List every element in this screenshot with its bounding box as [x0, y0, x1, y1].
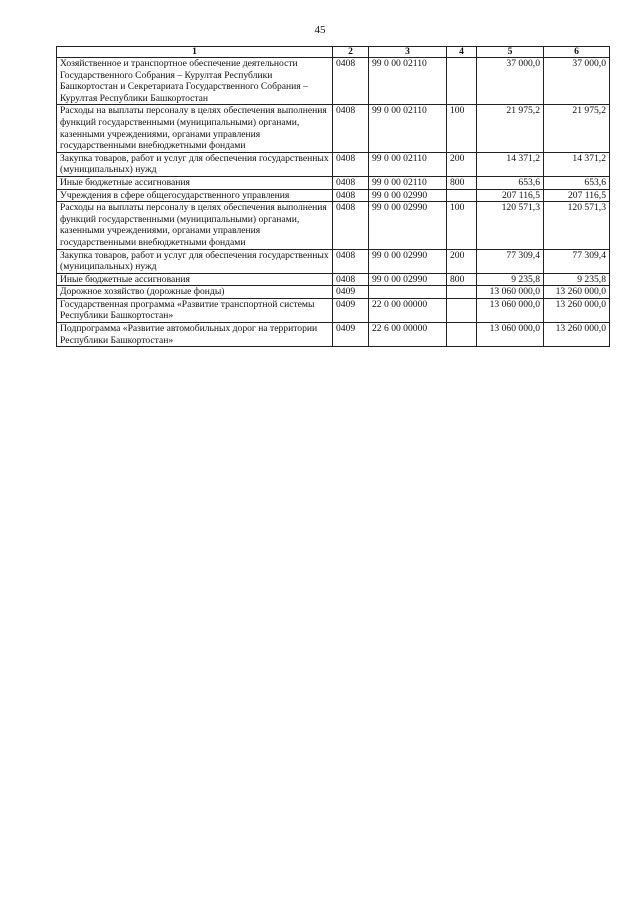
row-code-cell: 22 0 00 00000 [369, 298, 447, 322]
table-row [57, 189, 610, 202]
table-row [57, 58, 610, 105]
row-section-cell: 0408 [333, 273, 369, 286]
row-code-cell: 22 6 00 00000 [369, 323, 447, 347]
table-row [57, 273, 610, 286]
table-row [57, 176, 610, 189]
row-amount-col5-cell: 207 116,5 [477, 189, 544, 202]
row-amount-col5-cell: 13 060 000,0 [477, 323, 544, 347]
row-expense-type-cell [447, 58, 477, 105]
row-name-cell: Расходы на выплаты персоналу в целях обеспечения выполнения функций государственными (муниципальными) органами, казенными учреждениями, органами управления государственными внебюджетными фондами [57, 202, 333, 249]
row-code-cell: 99 0 00 02110 [369, 105, 447, 152]
row-expense-type-cell [447, 323, 477, 347]
row-amount-col5-cell: 9 235,8 [477, 273, 544, 286]
row-name-cell: Дорожное хозяйство (дорожные фонды) [57, 286, 333, 299]
row-section-cell: 0408 [333, 249, 369, 273]
row-expense-type-cell: 200 [447, 249, 477, 273]
row-code-cell: 99 0 00 02990 [369, 273, 447, 286]
page-number: 45 [314, 24, 326, 36]
row-section-cell: 0408 [333, 189, 369, 202]
row-section-cell: 0408 [333, 105, 369, 152]
row-name-cell: Иные бюджетные ассигнования [57, 273, 333, 286]
row-amount-col5-cell: 653,6 [477, 176, 544, 189]
row-code-cell: 99 0 00 02990 [369, 189, 447, 202]
row-expense-type-cell [447, 286, 477, 299]
table-row [57, 286, 610, 299]
row-amount-col6-cell: 37 000,0 [544, 58, 610, 105]
table-row [57, 323, 610, 347]
row-code-cell: 99 0 00 02990 [369, 202, 447, 249]
row-name-cell: Закупка товаров, работ и услуг для обеспечения государственных (муниципальных) нужд [57, 152, 333, 176]
row-expense-type-cell: 200 [447, 152, 477, 176]
row-amount-col6-cell: 77 309,4 [544, 249, 610, 273]
column-header-3: 3 [369, 47, 447, 58]
row-amount-col6-cell: 9 235,8 [544, 273, 610, 286]
row-section-cell: 0409 [333, 323, 369, 347]
row-section-cell: 0408 [333, 58, 369, 105]
row-expense-type-cell: 100 [447, 105, 477, 152]
table-row [57, 298, 610, 322]
row-section-cell: 0409 [333, 298, 369, 322]
row-amount-col5-cell: 37 000,0 [477, 58, 544, 105]
table-body [57, 58, 610, 347]
column-header-4: 4 [447, 47, 477, 58]
row-expense-type-cell [447, 298, 477, 322]
row-expense-type-cell [447, 189, 477, 202]
column-header-5: 5 [477, 47, 544, 58]
row-amount-col6-cell: 21 975,2 [544, 105, 610, 152]
row-name-cell: Хозяйственное и транспортное обеспечение деятельности Государственного Собрания – Курултая Республики Башкортостан и Секретариата Государственного Собрания – Курултая Республики Башкортостан [57, 58, 333, 105]
row-amount-col6-cell: 14 371,2 [544, 152, 610, 176]
column-header-1: 1 [57, 47, 333, 58]
row-name-cell: Иные бюджетные ассигнования [57, 176, 333, 189]
row-amount-col6-cell: 653,6 [544, 176, 610, 189]
row-amount-col5-cell: 14 371,2 [477, 152, 544, 176]
row-name-cell: Закупка товаров, работ и услуг для обеспечения государственных (муниципальных) нужд [57, 249, 333, 273]
row-amount-col6-cell: 120 571,3 [544, 202, 610, 249]
row-expense-type-cell: 800 [447, 176, 477, 189]
row-name-cell: Подпрограмма «Развитие автомобильных дорог на территории Республики Башкортостан» [57, 323, 333, 347]
row-expense-type-cell: 800 [447, 273, 477, 286]
row-section-cell: 0408 [333, 176, 369, 189]
table-header-row [57, 47, 610, 58]
row-code-cell: 99 0 00 02110 [369, 176, 447, 189]
row-amount-col6-cell: 13 260 000,0 [544, 286, 610, 299]
table-row [57, 202, 610, 249]
row-expense-type-cell: 100 [447, 202, 477, 249]
row-code-cell: 99 0 00 02990 [369, 249, 447, 273]
row-amount-col5-cell: 77 309,4 [477, 249, 544, 273]
table-row [57, 152, 610, 176]
column-header-6: 6 [544, 47, 610, 58]
row-amount-col5-cell: 21 975,2 [477, 105, 544, 152]
row-code-cell: 99 0 00 02110 [369, 58, 447, 105]
row-code-cell [369, 286, 447, 299]
row-amount-col5-cell: 13 060 000,0 [477, 298, 544, 322]
row-section-cell: 0408 [333, 152, 369, 176]
row-name-cell: Расходы на выплаты персоналу в целях обеспечения выполнения функций государственными (муниципальными) органами, казенными учреждениями, органами управления государственными внебюджетными фондами [57, 105, 333, 152]
row-name-cell: Учреждения в сфере общегосударственного управления [57, 189, 333, 202]
row-amount-col6-cell: 207 116,5 [544, 189, 610, 202]
row-name-cell: Государственная программа «Развитие транспортной системы Республики Башкортостан» [57, 298, 333, 322]
row-amount-col6-cell: 13 260 000,0 [544, 323, 610, 347]
row-amount-col6-cell: 13 260 000,0 [544, 298, 610, 322]
table-row [57, 105, 610, 152]
column-header-2: 2 [333, 47, 369, 58]
table-row [57, 249, 610, 273]
row-section-cell: 0408 [333, 202, 369, 249]
row-code-cell: 99 0 00 02110 [369, 152, 447, 176]
row-section-cell: 0409 [333, 286, 369, 299]
budget-table [56, 46, 610, 347]
row-amount-col5-cell: 13 060 000,0 [477, 286, 544, 299]
row-amount-col5-cell: 120 571,3 [477, 202, 544, 249]
